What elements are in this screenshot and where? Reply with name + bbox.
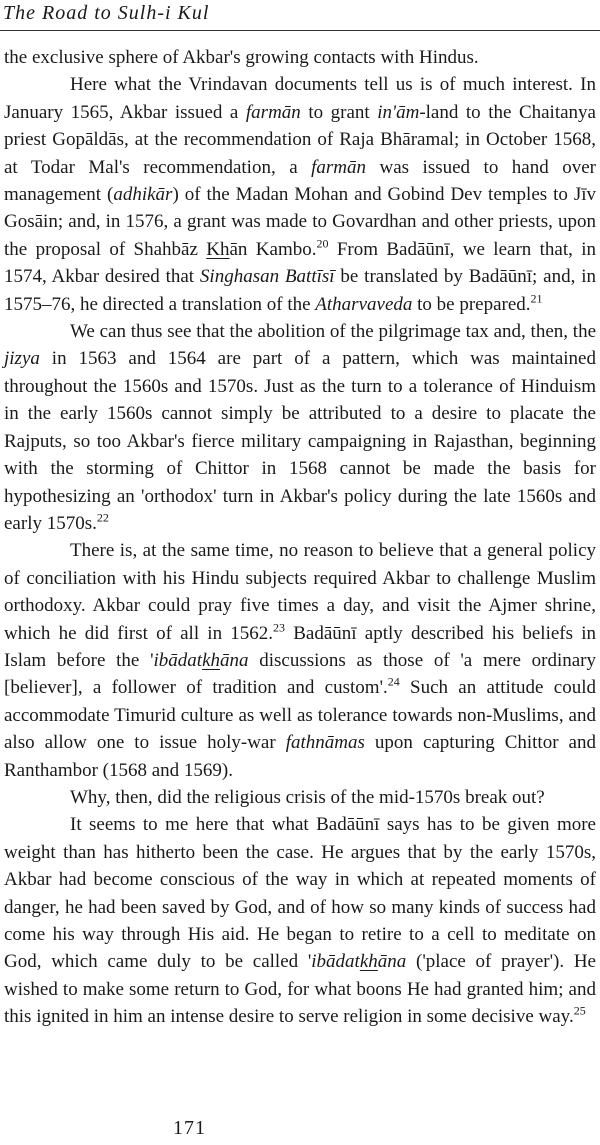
- paragraph: There is, at the same time, no reason to believe that a general policy of conciliation with his Hindu subjects required Akbar to challenge Muslim orthodoxy. Akbar could pray five times a day, and visit the Ajmer shrine, which he did first of all in 1562.23 Badāūnī aptly described his beliefs in Islam before the 'ibādatkhāna discussions as those of 'a mere ordinary [believer], a follower of tradition and custom'.$^{24}$ Such an attitude could accommodate Timurid culture as well as tolerance towards non-Muslims, and also allow one to issue holy-war fathnāmas upon capturing Chittor and Ranthambor (1568 and 1569).: [4, 540, 596, 781]
- paragraph: Here what the Vrindavan documents tell us is of much interest. In January 1565, Akbar issued a farmān to grant in'ām-land to the Chaitanya priest Gopāldās, at the recommendation of Raja Bhāramal; in October 1568, at Todar Mal's recommendation, a farmān was issued to hand over management (adhikār) of the Madan Mohan and Gobind Dev temples to Jīv Gosāin; and, in 1576, a grant was made to Govardhan and other priests, upon the proposal of Shahbāz Khān Kambo.$^{20}$ From Badāūnī, we learn that, in 1574, Akbar desired that Singhasan Battīsī be translated by Badāūnī; and, in 1575–76, he directed a translation of the Atharvaveda to be prepared.$^{21}$: [4, 74, 597, 315]
- paragraph: Why, then, did the religious crisis of the mid-1570s break out?: [70, 786, 545, 808]
- page-number: 171: [173, 1117, 206, 1139]
- running-head: The Road to Sulh-i Kul: [3, 2, 210, 24]
- body-text: [4, 44, 596, 1031]
- paragraph: It seems to me here that what Badāūnī says has to be given more weight than has hitherto been the case. He argues that by the early 1570s, Akbar had become conscious of the way in which at repeated moments of danger, he had been saved by God, and of how so many kinds of success had come his way through His aid. He began to retire to a cell to meditate on God, which came duly to be called 'ibādatkhāna ('place of prayer'). He wished to make some return to God, for what boons He had granted him; and this ignited in him an intense desire to serve religion in some decisive way.$^{25}$: [4, 814, 596, 1028]
- paragraph: We can thus see that the abolition of the pilgrimage tax and, then, the jizya in 1563 and 1564 are part of a pattern, which was maintained throughout the 1560s and 1570s. Just as the turn to a tolerance of Hinduism in the early 1560s cannot simply be attributed to a desire to placate the Rajputs, so too Akbar's fierce military campaigning in Rajasthan, beginning with the storming of Chittor in 1568 cannot be made the basis for hypothesizing an 'orthodox' turn in Akbar's policy during the late 1560s and early 1570s.$^{22}$: [4, 321, 596, 534]
- paragraph: the exclusive sphere of Akbar's growing contacts with Hindus.: [4, 47, 479, 68]
- header-rule: [0, 30, 600, 31]
